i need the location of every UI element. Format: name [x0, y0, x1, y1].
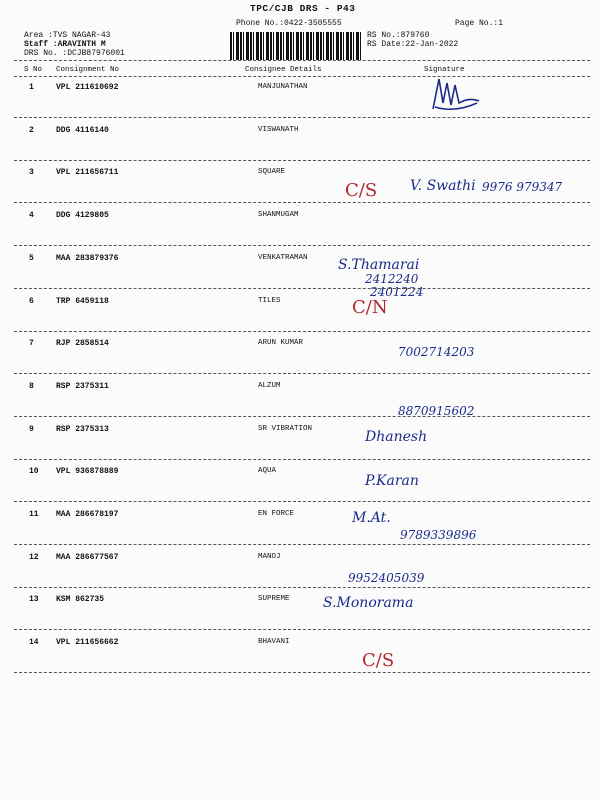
signature-phone: 7002714203 — [398, 345, 475, 360]
row-divider — [14, 288, 590, 289]
row-number: 8 — [29, 381, 34, 391]
consignment-number: DDG 4129805 — [56, 211, 109, 221]
consignment-number: VPL 211656711 — [56, 168, 119, 178]
consignment-number: DDG 4116140 — [56, 125, 109, 135]
row-number: 7 — [29, 339, 34, 349]
divider — [14, 76, 590, 77]
rs-date: RS Date:22-Jan-2022 — [367, 40, 459, 49]
consignee-name: BHAVANI — [258, 638, 290, 647]
signature-mark: C/S — [345, 180, 378, 202]
row-divider — [14, 501, 590, 502]
consignee-name: TILES — [258, 296, 281, 305]
signature-phone: 9976 979347 — [482, 179, 563, 194]
staff-label: Staff :ARAVINTH M — [24, 40, 106, 49]
consignment-number: VPL 936878889 — [56, 467, 119, 477]
signature-text: S.Monorama — [323, 595, 414, 612]
row-number: 2 — [29, 125, 34, 135]
consignment-number: RSP 2375313 — [56, 424, 109, 434]
signature-scribble — [425, 73, 485, 117]
page-number: Page No.:1 — [455, 19, 504, 28]
signature-text: M.At. — [352, 510, 391, 526]
row-divider — [14, 117, 590, 118]
consignment-number: VPL 211610692 — [56, 83, 119, 92]
consignment-number: MAA 283879376 — [56, 253, 119, 263]
consignment-number: RJP 2858514 — [56, 339, 109, 349]
row-divider — [14, 373, 590, 374]
signature-phone: 2401224 — [370, 285, 424, 300]
row-number: 4 — [29, 211, 34, 221]
row-divider — [14, 459, 590, 460]
signature-mark: C/S — [362, 650, 395, 672]
row-divider — [14, 245, 590, 246]
column-header-consignee: Consignee Details — [245, 66, 322, 74]
consignee-name: MANOJ — [258, 552, 281, 561]
signature-mark: C/N — [352, 296, 388, 318]
row-divider — [14, 160, 590, 161]
consignment-number: MAA 286678197 — [56, 510, 119, 519]
consignment-number: KSM 862735 — [56, 595, 105, 605]
consignment-number: RSP 2375311 — [56, 381, 109, 391]
signature-text: V. Swathi — [410, 177, 476, 194]
sheet-title: TPC/CJB DRS - P43 — [250, 3, 356, 14]
row-divider — [14, 544, 590, 545]
signature-phone: 9789339896 — [400, 528, 477, 542]
row-number: 10 — [29, 467, 39, 477]
consignee-name: VISWANATH — [258, 125, 299, 134]
phone-number: Phone No.:0422-3505555 — [236, 19, 342, 28]
consignment-number: TRP 6459118 — [56, 296, 109, 306]
consignee-name: SR VIBRATION — [258, 424, 313, 433]
row-divider — [14, 331, 590, 332]
row-divider — [14, 202, 590, 203]
area-label: Area :TVS NAGAR-43 — [24, 31, 111, 40]
signature-text: S.Thamarai — [338, 257, 420, 274]
row-number: 9 — [29, 424, 34, 434]
consignee-name: EN FORCE — [258, 510, 295, 518]
row-number: 3 — [29, 168, 34, 178]
consignee-name: VENKATRAMAN — [258, 253, 308, 262]
column-header-sno: S No — [24, 66, 43, 74]
signature-text: P.Karan — [365, 473, 419, 490]
row-divider — [14, 672, 590, 673]
consignee-name: ALZUM — [258, 381, 281, 390]
consignee-name: SHANMUGAM — [258, 211, 299, 220]
row-number: 11 — [29, 510, 39, 519]
barcode-image — [230, 32, 361, 60]
signature-text: Dhanesh — [365, 428, 428, 445]
row-number: 1 — [29, 83, 34, 92]
row-divider — [14, 416, 590, 417]
consignee-name: AQUA — [258, 467, 277, 476]
column-header-consignment: Consignment No — [56, 66, 120, 74]
drs-number: DRS No. :DCJB87976001 — [24, 49, 125, 58]
signature-phone: 9952405039 — [348, 570, 425, 585]
row-divider — [14, 587, 590, 588]
consignee-name: SUPREME — [258, 595, 290, 604]
consignment-number: MAA 286677567 — [56, 552, 119, 562]
row-number: 14 — [29, 638, 39, 648]
signature-phone: 2412240 — [365, 271, 419, 286]
row-divider — [14, 629, 590, 630]
row-number: 5 — [29, 253, 34, 263]
column-header-signature: Signature — [424, 66, 465, 74]
signature-phone: 8870915602 — [398, 403, 475, 418]
consignee-name: SQUARE — [258, 168, 286, 177]
divider — [14, 60, 590, 61]
consignee-name: MANJUNATHAN — [258, 83, 308, 91]
row-number: 6 — [29, 296, 34, 306]
consignment-number: VPL 211656662 — [56, 638, 119, 648]
consignee-name: ARUN KUMAR — [258, 339, 304, 348]
rs-number: RS No.:879760 — [367, 31, 430, 40]
row-number: 12 — [29, 552, 39, 562]
row-number: 13 — [29, 595, 39, 605]
